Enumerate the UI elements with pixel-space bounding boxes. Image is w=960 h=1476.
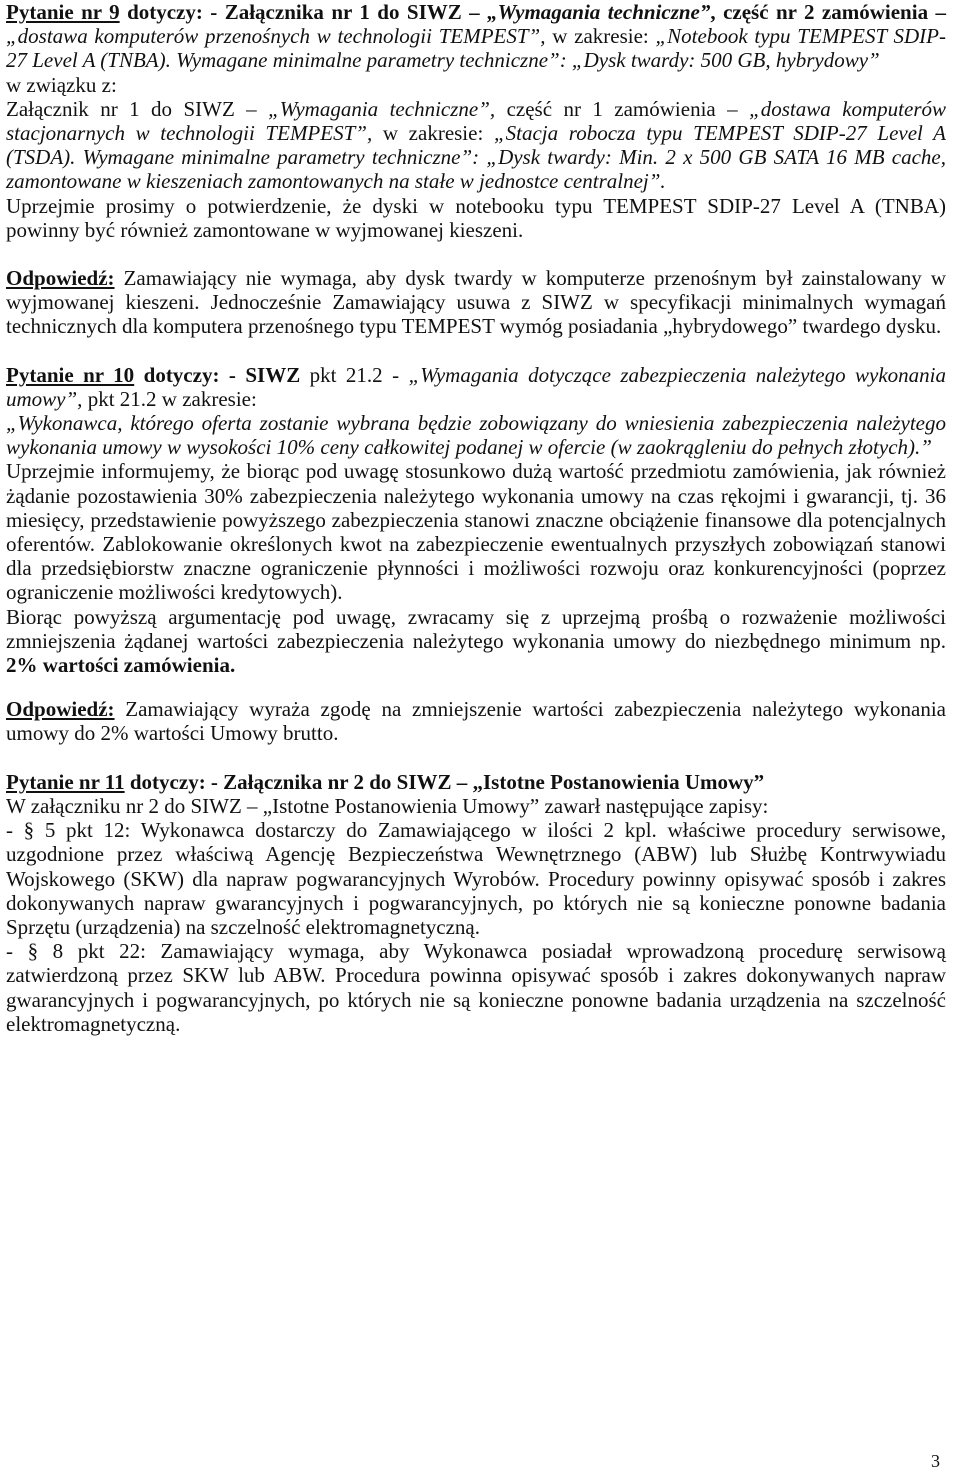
q9-answer-label: Odpowiedź:	[6, 266, 115, 291]
q11-body3: - § 8 pkt 22: Zamawiający wymaga, aby Wykonawca posiadał wprowadzoną procedurę serwisową zatwierdzoną przez SKW lub ABW. Procedura powinna opisywać sposób i zakres dokonywanych napraw gwarancyjnych i pogwarancyjnych, po których nie są konieczne ponowne badania urządzenia na szczelność elektromagnetyczną.	[6, 939, 946, 1036]
q9-quote1: „Notebook typu TEMPEST SDIP-27 Level A (TNBA). Wymagane minimalne parametry techniczne”: „Dysk twardy: 500 GB, hybrydowy”	[6, 24, 946, 73]
page-number: 3	[931, 1451, 940, 1471]
q9-w-zwiazku: w związku z:	[6, 72, 117, 97]
q10-body2: Biorąc powyższą argumentację pod uwagę, zwracamy się z uprzejmą prośbą o rozważenie możliwości zmniejszenia żądanej wartości zabezpieczenia należytego wykonania umowy do niezbędnego minimum np. 2% wartości zamówienia.	[6, 604, 946, 678]
q9-request: Uprzejmie prosimy o potwierdzenie, że dyski w notebooku typu TEMPEST SDIP-27 Level A (TNBA) powinny być również zamontowane w wyjmowanej kieszeni.	[6, 193, 946, 242]
q9-answer: Odpowiedź: Zamawiający nie wymaga, aby dysk twardy w komputerze przenośnym był zainstalowany w wyjmowanej kieszeni. Jednocześnie Zamawiający usuwa z SIWZ w specyfikacji minimalnych wymagań technicznych dla komputera przenośnego typu TEMPEST wymóg posiadania „hybrydowego” twardego dysku.	[6, 266, 946, 339]
q9-paragraph: Pytanie nr 9 dotyczy: - Załącznika nr 1 do SIWZ – „Wymagania techniczne”, część nr 2 zamówienia – „dostawa komputerów przenośnych w technologii TEMPEST”, w zakresie: „Notebook typu TEMPEST SDIP-27 Level A (TNBA). Wymagane minimalne parametry techniczne”: „Dysk twardy: 500 GB, hybrydowy”	[6, 0, 946, 73]
document-page	[6, 0, 946, 1036]
q10-body1: Uprzejmie informujemy, że biorąc pod uwagę stosunkowo dużą wartość przedmiotu zamówienia, jak również żądanie pozostawienia 30% zabezpieczenia należytego wykonania umowy na czas rękojmi i gwarancji, tj. 36 miesięcy, przedstawienie powyższego zabezpieczenia stanowi znaczne obciążenie finansowe dla potencjalnych oferentów. Zablokowanie określonych kwot na zabezpieczenie ewentualnych przyszłych zobowiązań stanowi dla przedsiębiorstw znaczne ograniczenie płynności i możliwości rozwoju oraz konkurencyjności (poprzez ograniczenie możliwości kredytowych).	[6, 459, 946, 605]
q9-label: Pytanie nr 9	[6, 0, 120, 24]
q9-zal1: Załącznik nr 1 do SIWZ – „Wymagania techniczne”, część nr 1 zamówienia – „dostawa komputerów stacjonarnych w technologii TEMPEST”, w zakresie: „Stacja robocza typu TEMPEST SDIP-27 Level A (TSDA). Wymagane minimalne parametry techniczne”: „Dysk twardy: Min. 2 x 500 GB SATA 16 MB cache, zamontowane w kieszeniach zamontowanych na stałe w jednostce centralnej”.	[6, 96, 947, 194]
q10-label: Pytanie nr 10	[6, 362, 135, 387]
q11-body2: - § 5 pkt 12: Wykonawca dostarczy do Zamawiającego w ilości 2 kpl. właściwe procedury serwisowe, uzgodnione przez właściwą Agencję Bezpieczeństwa Wewnętrznego (ABW) lub Służbę Kontrwywiadu Wojskowego (SKW) dla napraw pogwarancyjnych Wyrobów. Procedury powinny opisywać sposób i zakres dokonywanych napraw gwarancyjnych i pogwarancyjnych, po których nie są konieczne ponowne badania Sprzętu (urządzenia) na szczelność elektromagnetyczną.	[6, 818, 946, 939]
q10-heading: Pytanie nr 10 dotyczy: - SIWZ pkt 21.2 - „Wymagania dotyczące zabezpieczenia należytego wykonania umowy”, pkt 21.2 w zakresie:	[6, 362, 947, 411]
q11-label: Pytanie nr 11	[6, 769, 125, 794]
q10-quote: „Wykonawca, którego oferta zostanie wybrana będzie zobowiązany do wniesienia zabezpieczenia należytego wykonania umowy w wysokości 10% ceny całkowitej podanej w ofercie (w zaokrągleniu do pełnych złotych).”	[6, 411, 946, 460]
q10-answer: Odpowiedź: Zamawiający wyraża zgodę na zmniejszenie wartości zabezpieczenia należytego wykonania umowy do 2% wartości Umowy brutto.	[6, 697, 946, 746]
q10-answer-label: Odpowiedź:	[6, 697, 115, 722]
q9-quote2: „Stacja robocza typu TEMPEST SDIP-27 Level A (TSDA). Wymagane minimalne parametry techniczne”: „Dysk twardy: Min. 2 x 500 GB SATA 16 MB cache, zamontowane w kieszeniach zamontowanych na stałe w jednostce centralnej”.	[6, 121, 946, 194]
q11-heading: Pytanie nr 11 dotyczy: - Załącznika nr 2 do SIWZ – „Istotne Postanowienia Umowy”	[6, 769, 765, 794]
q11-body1: W załączniku nr 2 do SIWZ – „Istotne Postanowienia Umowy” zawarł następujące zapisy:	[6, 793, 769, 818]
